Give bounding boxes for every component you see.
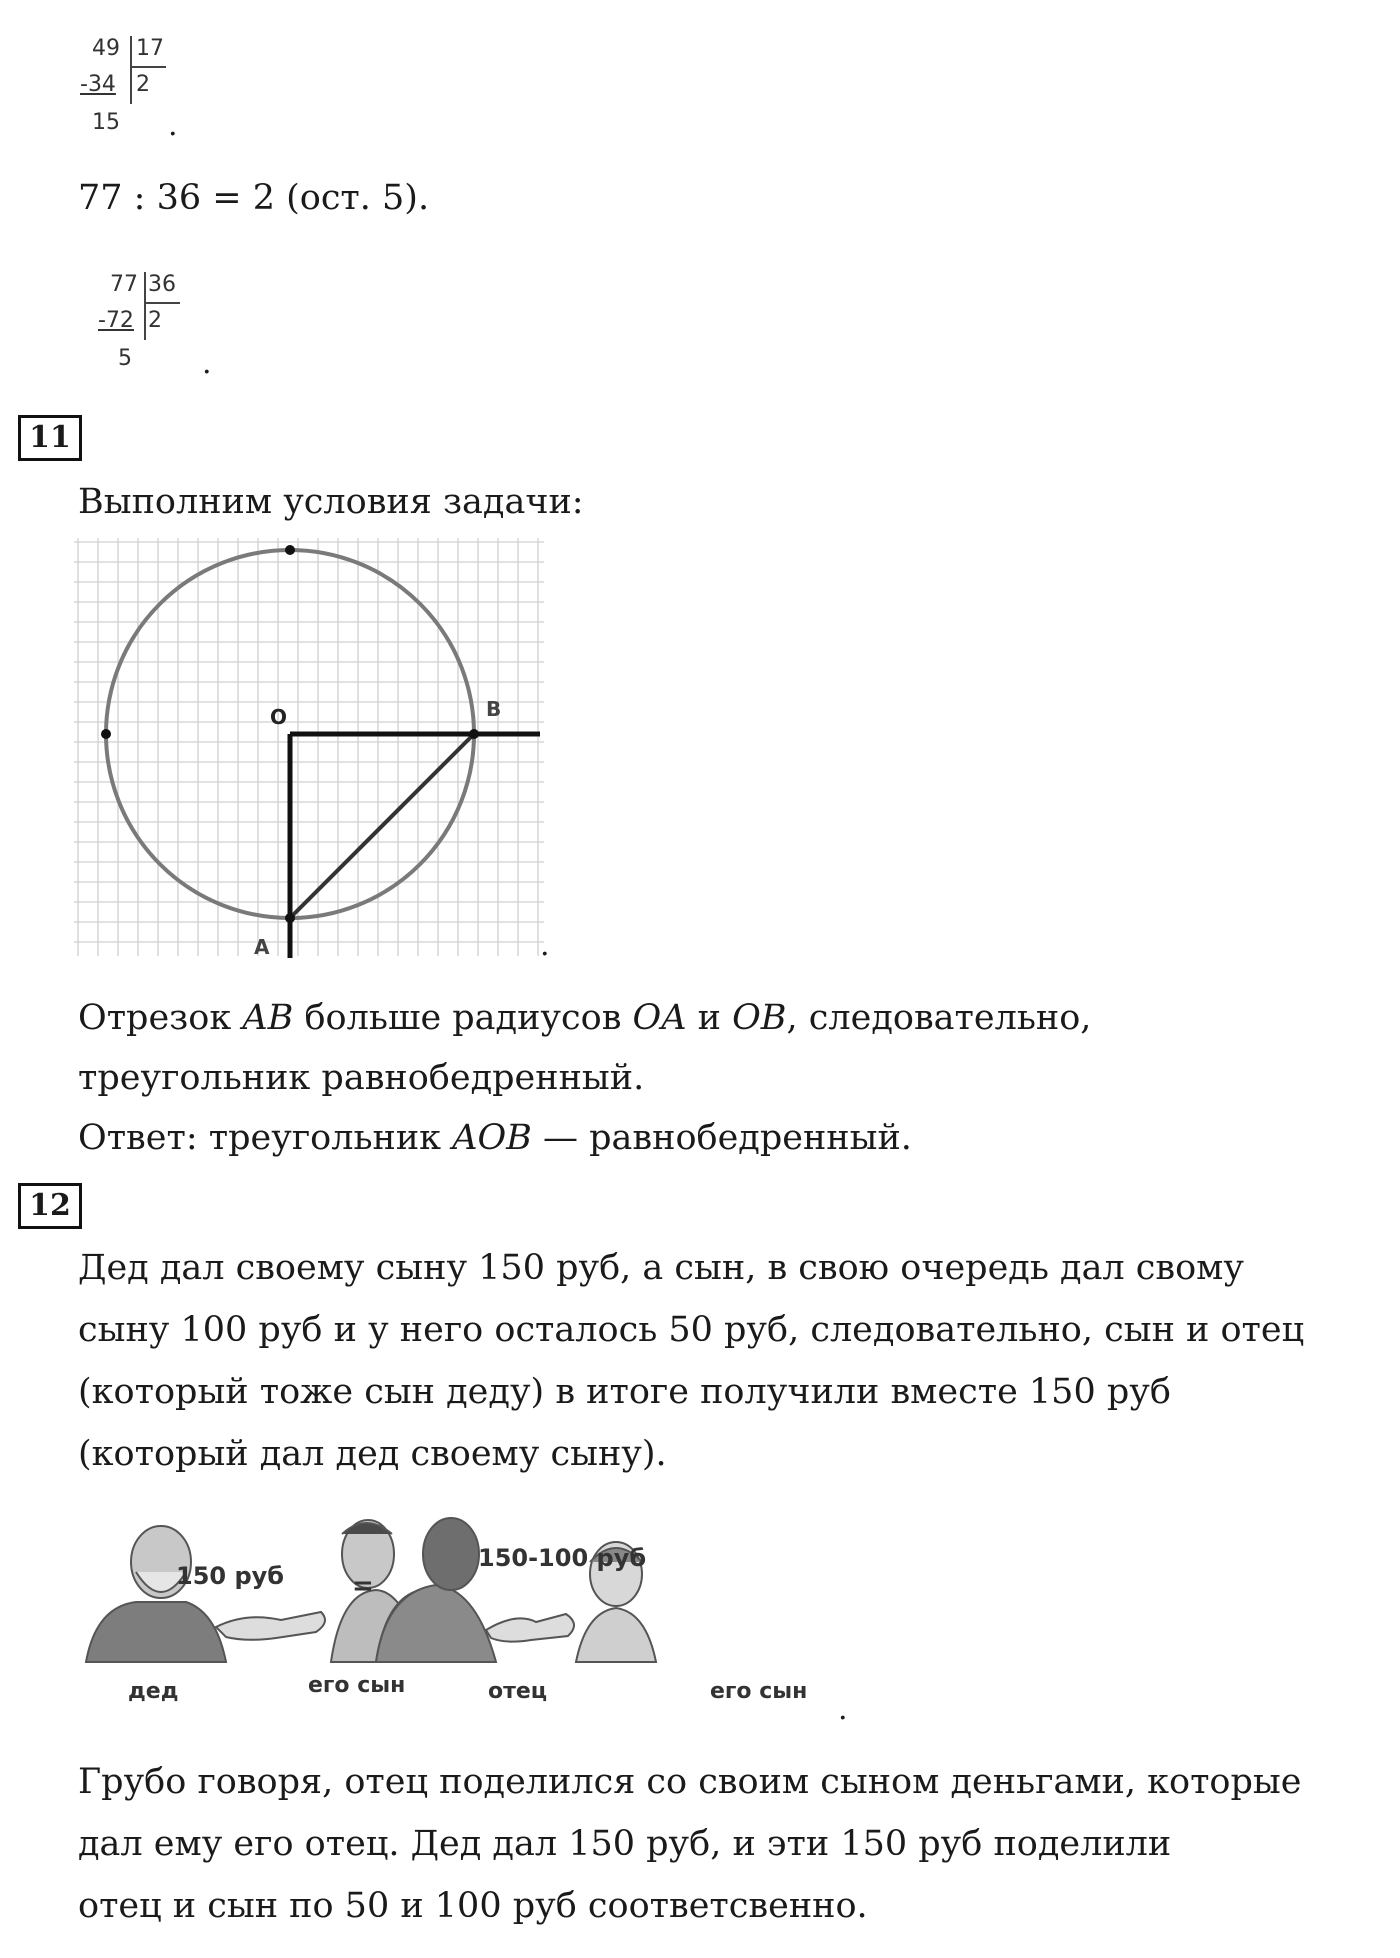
point-b bbox=[469, 729, 479, 739]
segment-ab-label: AB bbox=[242, 998, 294, 1038]
long-division-77-36 bbox=[98, 270, 218, 380]
division-horizontal-line bbox=[144, 302, 180, 304]
caption-son: его сын bbox=[308, 1673, 406, 1698]
dividend: 77 bbox=[110, 272, 138, 297]
divisor: 17 bbox=[136, 36, 164, 61]
task11-line2: треугольник равнобедренный. bbox=[78, 1058, 645, 1098]
text: — равнобедренный. bbox=[531, 1118, 912, 1158]
task12-para2-line1: Грубо говоря, отец поделился со своим сыном деньгами, которые bbox=[78, 1762, 1302, 1802]
amount-150-100: 150-100 руб bbox=[478, 1544, 647, 1572]
equation-77-36: 77 : 36 = 2 (ост. 5). bbox=[78, 178, 430, 218]
amount-150: 150 руб bbox=[176, 1562, 285, 1590]
money-illustration bbox=[76, 1512, 836, 1712]
circle-diagram bbox=[74, 538, 554, 958]
task12-para1-line2: сыну 100 руб и у него осталось 50 руб, следовательно, сын и отец bbox=[78, 1310, 1305, 1350]
point-left bbox=[101, 729, 111, 739]
father-figure-2 bbox=[376, 1518, 496, 1662]
segment-ob-label: OB bbox=[732, 998, 787, 1038]
remainder: 15 bbox=[92, 110, 120, 135]
label-b: B bbox=[486, 697, 502, 721]
division-vertical-line bbox=[130, 36, 132, 104]
task12-para1-line4: (который дал дед своему сыну). bbox=[78, 1434, 667, 1474]
segment-oa-label: OA bbox=[632, 998, 687, 1038]
label-o: O bbox=[270, 705, 288, 729]
period: . bbox=[540, 928, 550, 963]
remainder: 5 bbox=[118, 346, 132, 371]
division-vertical-line bbox=[144, 272, 146, 340]
text: , следовательно, bbox=[786, 998, 1092, 1038]
task12-para1-line3: (который тоже сын деду) в итоге получили вместе 150 руб bbox=[78, 1372, 1171, 1412]
task12-para1-line1: Дед дал своему сыну 150 руб, а сын, в свою очередь дал свому bbox=[78, 1248, 1244, 1288]
equals-sign: = bbox=[352, 1571, 374, 1601]
task11-intro: Выполним условия задачи: bbox=[78, 482, 584, 522]
subtrahend: -72 bbox=[98, 308, 134, 333]
caption-father: отец bbox=[488, 1679, 548, 1704]
triangle-label: AOB bbox=[452, 1118, 532, 1158]
task11-line1 bbox=[78, 998, 1091, 1038]
text: Ответ: треугольник bbox=[78, 1118, 453, 1158]
long-division-49-17 bbox=[80, 34, 200, 144]
task12-para2-line3: отец и сын по 50 и 100 руб соответсвенно. bbox=[78, 1886, 868, 1926]
period: . bbox=[168, 108, 178, 143]
task-number-11: 11 bbox=[18, 415, 82, 461]
quotient: 2 bbox=[148, 308, 162, 333]
division-horizontal-line bbox=[130, 66, 166, 68]
text: больше радиусов bbox=[293, 998, 633, 1038]
caption-grandson: его сын bbox=[710, 1679, 808, 1704]
period: . bbox=[838, 1692, 848, 1727]
period: . bbox=[202, 346, 212, 381]
dividend: 49 bbox=[92, 36, 120, 61]
label-a: A bbox=[254, 935, 270, 958]
quotient: 2 bbox=[136, 72, 150, 97]
hands-1 bbox=[216, 1612, 325, 1640]
divisor: 36 bbox=[148, 272, 176, 297]
grandfather-figure bbox=[86, 1526, 226, 1662]
text: и bbox=[686, 998, 733, 1038]
task11-answer bbox=[78, 1118, 912, 1158]
caption-grandfather: дед bbox=[128, 1679, 179, 1704]
hands-2 bbox=[486, 1614, 574, 1642]
task-number-12: 12 bbox=[18, 1183, 82, 1229]
subtrahend: -34 bbox=[80, 72, 116, 97]
task12-para2-line2: дал ему его отец. Дед дал 150 руб, и эти 150 руб поделили bbox=[78, 1824, 1172, 1864]
point-a bbox=[285, 913, 295, 923]
point-top bbox=[285, 545, 295, 555]
text: Отрезок bbox=[78, 998, 243, 1038]
